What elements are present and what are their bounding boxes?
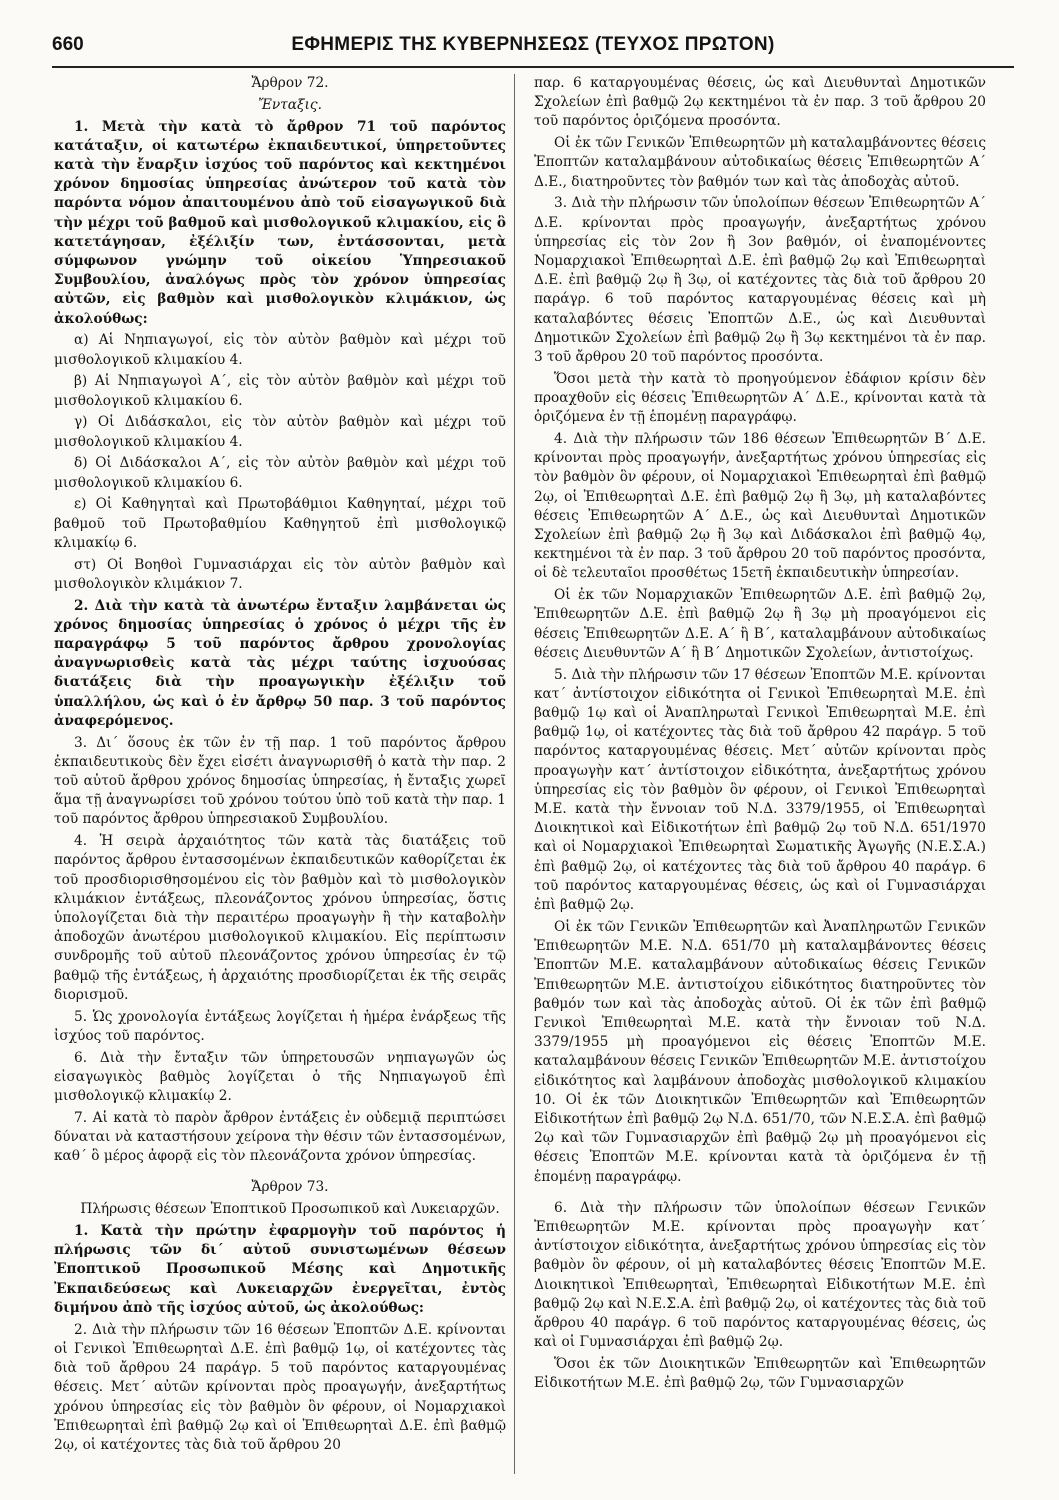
paragraph-73-5: 5. Διὰ τὴν πλήρωσιν τῶν 17 θέσεων Ἐποπτῶν Μ.Ε. κρίνονται κατ΄ ἀντίστοιχον εἰδικότητα οἱ Γενικοὶ Ἐπιθεωρηταὶ Μ.Ε. ἐπὶ βαθμῷ 1ῳ καὶ οἱ Ἀναπληρωταὶ Γενικοὶ Ἐπιθεωρηταὶ Μ.Ε. ἐπὶ βαθμῷ 1ῳ, οἱ κατέχοντες τὰς διὰ τοῦ ἄρθρου 42 παράγρ. 5 τοῦ παρόντος καταργουμένας θέσεις. Μετ΄ αὐτῶν κρίνονται πρὸς προαγωγὴν κατ΄ ἀντίστοιχον εἰδικότητα, ἀνεξαρτήτως χρόνου ὑπηρεσίας εἰς τὸν βαθμὸν ὃν φέρουν, οἱ Γενικοὶ Ἐπιθεωρηταὶ Μ.Ε. κατὰ τὴν ἔννοιαν τοῦ Ν.Δ. 3379/1955, οἱ Ἐπιθεωρηταὶ Διοικητικοὶ καὶ Εἰδικοτήτων ἐπὶ βαθμῷ 2ῳ τοῦ Ν.Δ. 651/1970 καὶ οἱ Νομαρχιακοὶ Ἐπιθεωρηταὶ Σωματικῆς Ἀγωγῆς (Ν.Ε.Σ.Α.) ἐπὶ βαθμῷ 2ῳ, οἱ κατέχοντες τὰς διὰ τοῦ ἄρθρου 40 παράγρ. 6 τοῦ παρόντος καταργουμένας θέσεις, ὡς καὶ οἱ Γυμνασιάρχαι ἐπὶ βαθμῷ 2ῳ. [534,666,986,914]
paragraph-73-4: 4. Διὰ τὴν πλήρωσιν τῶν 186 θέσεων Ἐπιθεωρητῶν Β΄ Δ.Ε. κρίνονται πρὸς προαγωγήν, ἀνεξαρτήτως χρόνου ὑπηρεσίας εἰς τὸν βαθμὸν ὃν φέρουν, οἱ Νομαρχιακοὶ Ἐπιθεωρηταὶ ἐπὶ βαθμῷ 2ῳ, οἱ Ἐπιθεωρηταὶ Δ.Ε. ἐπὶ βαθμῷ 2ῳ ἢ 3ῳ, μὴ καταλαβόντες θέσεις Ἐπιθεωρητῶν Α΄ Δ.Ε., ὡς καὶ Διευθυνταὶ Δημοτικῶν Σχολείων ἐπὶ βαθμῷ 2ῳ ἢ 3ῳ καὶ Διδάσκαλοι ἐπὶ βαθμῷ 4ῳ, κεκτημένοι τὰ ἐν παρ. 3 τοῦ ἄρθρου 20 τοῦ παρόντος προσόντα, οἱ δὲ τελευταῖοι προσθέτως 15ετῆ ἐκπαιδευτικὴν ὑπηρεσίαν. [534,431,986,582]
item-st: στ) Οἱ Βοηθοὶ Γυμνασιάρχαι εἰς τὸν αὐτὸν βαθμὸν καὶ μισθολογικὸν κλιμάκιον 7. [54,556,506,592]
column-divider [514,74,515,1474]
paragraph-72-7: 7. Αἱ κατὰ τὸ παρὸν ἄρθρον ἐντάξεις ἐν οὐδεμιᾷ περιπτώσει δύναται νὰ καταστήσουν χείρονα τὴν θέσιν τῶν ἐντασσομένων, καθ΄ ὃ μέρος ἀφορᾷ εἰς τὸν πλεονάζοντα χρόνον ὑπηρεσίας. [54,1109,506,1165]
paragraph-73-1: 1. Κατὰ τὴν πρώτην ἐφαρμογὴν τοῦ παρόντος ἡ πλήρωσις τῶν δι΄ αὐτοῦ συνιστωμένων θέσεων Ἐποπτικοῦ Προσωπικοῦ Μέσης καὶ Δημοτικῆς Ἐκπαιδεύσεως καὶ Λυκειαρχῶν ἐνεργεῖται, ἐντὸς διμήνου ἀπὸ τῆς ἰσχύος αὐτοῦ, ὡς ἀκολούθως: [54,1223,506,1316]
header-rule [52,66,1014,68]
paragraph-72-4: 4. Ἡ σειρὰ ἀρχαιότητος τῶν κατὰ τὰς διατάξεις τοῦ παρόντος ἄρθρου ἐντασσομένων ἐκπαιδευτικῶν καθορίζεται ἐκ τοῦ προσδιορισθησομένου εἰς τὸν βαθμὸν καὶ τὸ μισθολογικὸν κλιμάκιον ἐντάξεως, πλεονάζοντος χρόνου ὑπηρεσίας, ὅστις ὑπολογίζεται διὰ τὴν περαιτέρω προαγωγὴν ἢ τὴν καταβολὴν ἀποδοχῶν ἀνωτέρου μισθολογικοῦ κλιμακίου. Εἰς περίπτωσιν συνδρομῆς τοῦ αὐτοῦ πλεονάζοντος χρόνου ὑπηρεσίας ἐν τῷ βαθμῷ τῆς ἐντάξεως, ἡ ἀρχαιότης προσδιορίζεται ἐκ τῆς σειρᾶς διορισμοῦ. [54,833,506,1003]
paragraph-73-2b: Οἱ ἐκ τῶν Γενικῶν Ἐπιθεωρητῶν μὴ καταλαμβάνοντες θέσεις Ἐποπτῶν καταλαμβάνουν αὐτοδικαίως θέσεις Ἐπιθεωρητῶν Α΄ Δ.Ε., διατηροῦντες τὸν βαθμόν των καὶ τὰς ἀποδοχὰς αὐτοῦ. [534,135,986,190]
paragraph-73-6b: Ὅσοι ἐκ τῶν Διοικητικῶν Ἐπιθεωρητῶν καὶ Ἐπιθεωρητῶν Εἰδικοτήτων Μ.Ε. ἐπὶ βαθμῷ 2ῳ, τῶν Γυμνασιαρχῶν [534,1355,986,1392]
item-d: δ) Οἱ Διδάσκαλοι Α΄, εἰς τὸν αὐτὸν βαθμὸν καὶ μέχρι τοῦ μισθολογικοῦ κλιμακίου 6. [54,455,506,491]
paragraph-72-6: 6. Διὰ τὴν ἔνταξιν τῶν ὑπηρετουσῶν νηπιαγωγῶν ὡς εἰσαγωγικὸς βαθμὸς λογίζεται ὁ τῆς Νηπιαγωγοῦ ἐπὶ μισθολογικῷ κλιμακίῳ 2. [54,1049,506,1105]
right-column [534,74,986,1396]
paragraph-73-4b: Οἱ ἐκ τῶν Νομαρχιακῶν Ἐπιθεωρητῶν Δ.Ε. ἐπὶ βαθμῷ 2ῳ, Ἐπιθεωρητῶν Δ.Ε. ἐπὶ βαθμῷ 2ῳ ἢ 3ῳ μὴ προαγόμενοι εἰς θέσεις Ἐπιθεωρητῶν Δ.Ε. Α΄ ἢ Β΄, καταλαμβάνουν αὐτοδικαίως θέσεις Διευθυντῶν Α΄ ἢ Β΄ Δημοτικῶν Σχολείων, ἀντιστοίχως. [534,587,986,661]
paragraph-73-2-cont: παρ. 6 καταργουμένας θέσεις, ὡς καὶ Διευθυνταὶ Δημοτικῶν Σχολείων ἐπὶ βαθμῷ 2ῳ κεκτημένοι τὰ ἐν παρ. 3 τοῦ ἄρθρου 20 τοῦ παρόντος ὁριζόμενα προσόντα. [534,75,986,130]
paragraph-72-5: 5. Ὡς χρονολογία ἐντάξεως λογίζεται ἡ ἡμέρα ἐνάρξεως τῆς ἰσχύος τοῦ παρόντος. [54,1008,506,1044]
paragraph-73-3: 3. Διὰ τὴν πλήρωσιν τῶν ὑπολοίπων θέσεων Ἐπιθεωρητῶν Α΄ Δ.Ε. κρίνονται πρὸς προαγωγήν, ἀνεξαρτήτως χρόνου ὑπηρεσίας εἰς τὸν 2ον ἢ 3ον βαθμόν, οἱ ἐναπομένοντες Νομαρχιακοὶ Ἐπιθεωρηταὶ Δ.Ε. ἐπὶ βαθμῷ 2ῳ καὶ Ἐπιθεωρηταὶ Δ.Ε. ἐπὶ βαθμῷ 2ῳ ἢ 3ῳ, οἱ κατέχοντες τὰς διὰ τοῦ ἄρθρου 20 παράγρ. 6 τοῦ παρόντος καταργουμένας θέσεις καὶ μὴ καταλαβόντες θέσεις Ἐποπτῶν Δ.Ε., ὡς καὶ Διευθυνταὶ Δημοτικῶν Σχολείων ἐπὶ βαθμῷ 2ῳ ἢ 3ῳ κεκτημένοι τὰ ἐν παρ. 3 τοῦ ἄρθρου 20 τοῦ παρόντος προσόντα. [534,195,986,366]
running-title: ΕΦΗΜΕΡΙΣ ΤΗΣ ΚΥΒΕΡΝΗΣΕΩΣ (ΤΕΥΧΟΣ ΠΡΩΤΟΝ) [291,34,775,55]
article-72-title: Ἄρθρον 72. [251,75,329,91]
paragraph-73-6: 6. Διὰ τὴν πλήρωσιν τῶν ὑπολοίπων θέσεων Γενικῶν Ἐπιθεωρητῶν Μ.Ε. κρίνονται πρὸς προαγωγὴν κατ΄ ἀντίστοιχον εἰδικότητα, ἀνεξαρτήτως χρόνου ὑπηρεσίας εἰς τὸν βαθμὸν ὃν φέρουν, οἱ μὴ καταλαβόντες θέσεις Ἐποπτῶν Μ.Ε. Διοικητικοὶ Ἐπιθεωρηταὶ, Ἐπιθεωρηταὶ Εἰδικοτήτων Μ.Ε. ἐπὶ βαθμῷ 2ῳ καὶ Ν.Ε.Σ.Α. ἐπὶ βαθμῷ 2ῳ, οἱ κατέχοντες τὰς διὰ τοῦ ἄρθρου 40 παράγρ. 6 τοῦ παρόντος καταργουμένας θέσεις, ὡς καὶ οἱ Γυμνασιάρχαι ἐπὶ βαθμῷ 2ῳ. [534,1199,986,1351]
item-c: γ) Οἱ Διδάσκαλοι, εἰς τὸν αὐτὸν βαθμὸν καὶ μέχρι τοῦ μισθολογικοῦ κλιμακίου 4. [54,414,506,450]
left-column [54,74,506,1458]
paragraph-72-3: 3. Δι΄ ὅσους ἐκ τῶν ἐν τῇ παρ. 1 τοῦ παρόντος ἄρθρου ἐκπαιδευτικοὺς δὲν ἔχει εἰσέτι ἀναγνωρισθῆ ὁ κατὰ τὴν παρ. 2 τοῦ αὐτοῦ ἄρθρου χρόνος δημοσίας ὑπηρεσίας, ἡ ἔνταξις χωρεῖ ἅμα τῇ ἀναγνωρίσει τοῦ χρόνου τούτου ὑπὸ τοῦ κατὰ τὴν παρ. 1 τοῦ παρόντος ἄρθρου ὑπηρεσιακοῦ Συμβουλίου. [54,734,506,828]
paragraph-72-1: 1. Μετὰ τὴν κατὰ τὸ ἄρθρον 71 τοῦ παρόντος κατάταξιν, οἱ κατωτέρω ἐκπαιδευτικοί, ὑπηρετοῦντες κατὰ τὴν ἔναρξιν ἰσχύος τοῦ παρόντος καὶ κεκτημένοι χρόνον δημοσίας ὑπηρεσίας ἀνώτερον τοῦ κατὰ τὸν παρόντα νόμον ἀπαιτουμένου ἀπὸ τοῦ εἰσαγωγικοῦ διὰ τὴν μέχρι τοῦ βαθμοῦ καὶ μισθολογικοῦ κλιμακίου, εἰς ὃ κατετάγησαν, ἐξέλιξίν των, ἐντάσσονται, μετὰ σύμφωνον γνώμην τοῦ οἰκείου Ὑπηρεσιακοῦ Συμβουλίου, ἀναλόγως πρὸς τὸν χρόνον ὑπηρεσίας αὐτῶν, εἰς βαθμὸν καὶ μισθολογικὸν κλιμάκιον, ὡς ἀκολούθως: [54,118,506,327]
item-b: β) Αἱ Νηπιαγωγοὶ Α΄, εἰς τὸν αὐτὸν βαθμὸν καὶ μέχρι τοῦ μισθολογικοῦ κλιμακίου 6. [54,373,506,409]
article-72-subtitle: Ἔνταξις. [258,96,322,113]
page-header [52,34,1014,64]
page-number: 660 [52,34,84,55]
item-a: α) Αἱ Νηπιαγωγοί, εἰς τὸν αὐτὸν βαθμὸν καὶ μέχρι τοῦ μισθολογικοῦ κλιμακίου 4. [54,332,506,368]
paragraph-73-2: 2. Διὰ τὴν πλήρωσιν τῶν 16 θέσεων Ἐποπτῶν Δ.Ε. κρίνονται οἱ Γενικοὶ Ἐπιθεωρηταὶ Δ.Ε. ἐπὶ βαθμῷ 1ῳ, οἱ κατέχοντες τὰς διὰ τοῦ ἄρθρου 24 παράγρ. 5 τοῦ παρόντος καταργουμένας θέσεις. Μετ΄ αὐτῶν κρίνονται πρὸς προαγωγήν, ἀνεξαρτήτως χρόνου ὑπηρεσίας εἰς τὸν βαθμὸν ὃν φέρουν, οἱ Νομαρχιακοὶ Ἐπιθεωρηταὶ ἐπὶ βαθμῷ 2ῳ καὶ οἱ Ἐπιθεωρηταὶ Δ.Ε. ἐπὶ βαθμῷ 2ῳ, οἱ κατέχοντες τὰς διὰ τοῦ ἄρθρου 20 [54,1321,506,1453]
article-73-subtitle: Πλήρωσις θέσεων Ἐποπτικοῦ Προσωπικοῦ καὶ Λυκειαρχῶν. [80,1201,500,1218]
paragraph-73-3b: Ὅσοι μετὰ τὴν κατὰ τὸ προηγούμενον ἐδάφιον κρίσιν δὲν προαχθοῦν εἰς θέσεις Ἐπιθεωρητῶν Α΄ Δ.Ε., κρίνονται κατὰ τὰ ὁριζόμενα ἐν τῇ ἑπομένῃ παραγράφῳ. [534,370,986,426]
paragraph-72-2: 2. Διὰ τὴν κατὰ τὰ ἀνωτέρω ἔνταξιν λαμβάνεται ὡς χρόνος δημοσίας ὑπηρεσίας ὁ χρόνος ὁ μέχρι τῆς ἐν παραγράφῳ 5 τοῦ παρόντος ἄρθρου χρονολογίας ἀναγνωρισθεὶς κατὰ τὰς μέχρι ταύτης ἰσχυούσας διατάξεις διὰ τὴν προαγωγικὴν ἐξέλιξιν τοῦ ὑπαλλήλου, ὡς καὶ ὁ ἐν ἄρθρῳ 50 παρ. 3 τοῦ παρόντος ἀναφερόμενος. [54,597,506,729]
paragraph-73-5b: Οἱ ἐκ τῶν Γενικῶν Ἐπιθεωρητῶν καὶ Ἀναπληρωτῶν Γενικῶν Ἐπιθεωρητῶν Μ.Ε. Ν.Δ. 651/70 μὴ καταλαμβάνοντες θέσεις Ἐποπτῶν Μ.Ε. καταλαμβάνουν αὐτοδικαίως θέσεις Γενικῶν Ἐπιθεωρητῶν Μ.Ε. ἀντιστοίχου εἰδικότητος διατηροῦντες τὸν βαθμόν των καὶ τὰς ἀποδοχὰς αὐτοῦ. Οἱ ἐκ τῶν ἐπὶ βαθμῷ Γενικοὶ Ἐπιθεωρηταὶ Μ.Ε. κατὰ τὴν ἔννοιαν τοῦ Ν.Δ. 3379/1955 μὴ προαγόμενοι εἰς θέσεις Ἐποπτῶν Μ.Ε. καταλαμβάνουν θέσεις Γενικῶν Ἐπιθεωρητῶν Μ.Ε. ἀντιστοίχου εἰδικότητος καὶ λαμβάνουν ἀποδοχὰς μισθολογικοῦ κλιμακίου 10. Οἱ ἐκ τῶν Διοικητικῶν Ἐπιθεωρητῶν καὶ Ἐπιθεωρητῶν Εἰδικοτήτων ἐπὶ βαθμῷ 2ῳ Ν.Δ. 651/70, τῶν Ν.Ε.Σ.Α. ἐπὶ βαθμῷ 2ῳ καὶ τῶν Γυμνασιαρχῶν ἐπὶ βαθμῷ 2ῳ μὴ προαγόμενοι εἰς θέσεις Ἐποπτῶν Μ.Ε. κρίνονται κατὰ τὰ ὁριζόμενα ἐν τῇ ἑπομένῃ παραγράφῳ. [534,918,986,1185]
article-73-title: Ἄρθρον 73. [251,1179,329,1196]
item-e: ε) Οἱ Καθηγηταὶ καὶ Πρωτοβάθμιοι Καθηγηταί, μέχρι τοῦ βαθμοῦ τοῦ Πρωτοβαθμίου Καθηγητοῦ ἐπὶ μισθολογικῷ κλιμακίῳ 6. [54,496,506,551]
